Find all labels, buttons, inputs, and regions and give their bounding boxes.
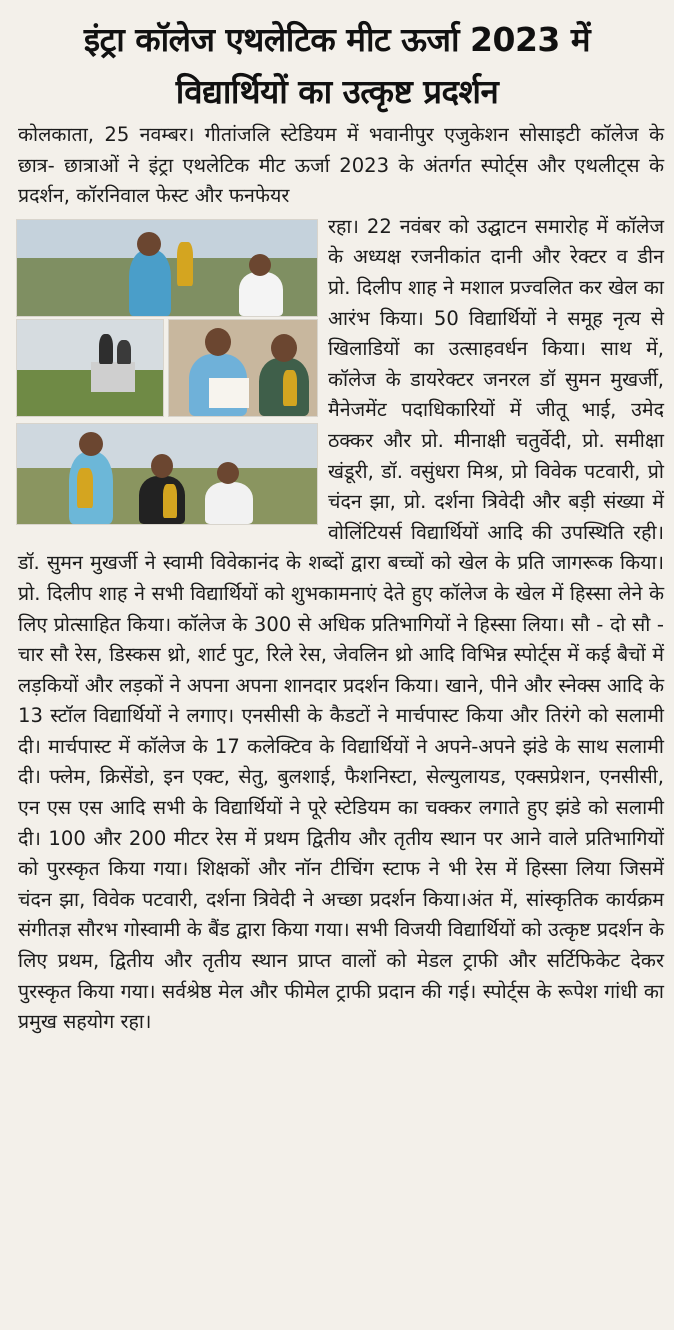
photo-collage	[16, 219, 318, 527]
photo-trophy-presentation	[16, 219, 318, 317]
photo-winners	[16, 423, 318, 525]
headline-line-2: विद्यार्थियों का उत्कृष्ट प्रदर्शन	[175, 72, 499, 111]
article-main-paragraph: रहा। 22 नवंबर को उद्घाटन समारोह में कॉलेज के अध्यक्ष रजनीकांत दानी और रेक्टर व डीन प्रो. दिलीप शाह ने मशाल प्रज्वलित कर खेल का आरंभ किया। 50 विद्यार्थियों ने समूह नृत्य से खिलाडियों का उत्साहवर्धन किया। साथ में, कॉलेज के डायरेक्टर जनरल डॉ सुमन मुखर्जी, मैनेजमेंट पदाधिकारियों में जीतू भाई, उमेद ठक्कर और प्रो. मीनाक्षी चतुर्वेदी, प्रो. समीक्षा खंडूरी, डॉ. वसुंधरा मिश्र, प्रो विवेक पटवारी, प्रो चंदन झा, प्रो. दर्शना त्रिवेदी और बड़ी संख्या में वोलिंटियर्स विद्यार्थियों आदि की उपस्थिति रही। डॉ. सुमन मुखर्जी ने स्वामी विवेकानंद के शब्दों द्वारा बच्चों को खेल के प्रति जागरूक किया। प्रो. दिलीप शाह ने सभी विद्यार्थियों को शुभकामनाएं देते हुए कॉलेज के खेल में हिस्सा लेने के लिए प्रोत्साहित किया। कॉलेज के 300 से अधिक प्रतिभागियों ने हिस्सा लिया। सौ - दो सौ - चार सौ रेस, डिस्कस थ्रो, शार्ट पुट, रिले रेस, जेवलिन थ्रो आदि विभिन्न स्पोर्ट्स में कई बैचों में लड़कियों और लड़कों ने अपना अपना शानदार प्रदर्शन किया। खाने, पीने और स्नेक्स आदि के 13 स्टॉल विद्यार्थियों ने लगाए। एनसीसी के कैडटों ने मार्चपास्ट किया और तिरंगे को सलामी दी। मार्चपास्ट में कॉलेज के 17 कलेक्टिव के विद्यार्थियों ने अपने-अपने झंडे के साथ सलामी दी। फ्लेम, क्रिसेंडो, इन एक्ट, सेतु, बुलशाई, फैशनिस्टा, सेल्युलायड, एक्सप्रेशन, एनसीसी, एन एस एस आदि सभी के विद्यार्थियों ने पूरे स्टेडियम का चक्कर लगाते हुए झंडे को सलामी दी। 100 और 200 मीटर रेस में प्रथम द्वितीय और तृतीय स्थान पर आने वाले प्रतिभागियों को पुरस्कृत किया गया। शिक्षकों और नॉन टीचिंग स्टाफ ने भी रेस में हिस्सा लिया जिसमें चंदन झा, विवेक पटवारी, दर्शना त्रिवेदी ने अच्छा प्रदर्शन किया।अंत में, सांस्कृतिक कार्यक्रम संगीतज्ञ सौरभ गोस्वामी के बैंड द्वारा किया गया। सभी विजयी विद्यार्थियों को उत्कृष्ट प्रदर्शन के लिए प्रथम, द्वितीय और तृतीय स्थान प्राप्त वालों को मेडल ट्राफी और सर्टिफिकेट देकर पुरस्कृत किया गया। सर्वश्रेष्ठ मेल और फीमेल ट्राफी प्रदान की गई। स्पोर्ट्स के रूपेश गांधी का प्रमुख सहयोग रहा।	[18, 214, 664, 1034]
headline-line-1: इंट्रा कॉलेज एथलेटिक मीट ऊर्जा 2023 में	[83, 20, 591, 59]
photo-certificate	[168, 319, 318, 417]
headline	[0, 0, 674, 118]
photo-podium	[16, 319, 164, 417]
article-body	[18, 120, 664, 1038]
article-intro-paragraph: कोलकाता, 25 नवम्बर। गीतांजलि स्टेडियम में भवानीपुर एजुकेशन सोसाइटी कॉलेज के छात्र- छात्राओं ने इंट्रा एथलेटिक मीट ऊर्जा 2023 के अंतर्गत स्पोर्ट्स और एथलीट्स के प्रदर्शन, कॉरनिवाल फेस्ट और फनफेयर	[18, 123, 664, 208]
